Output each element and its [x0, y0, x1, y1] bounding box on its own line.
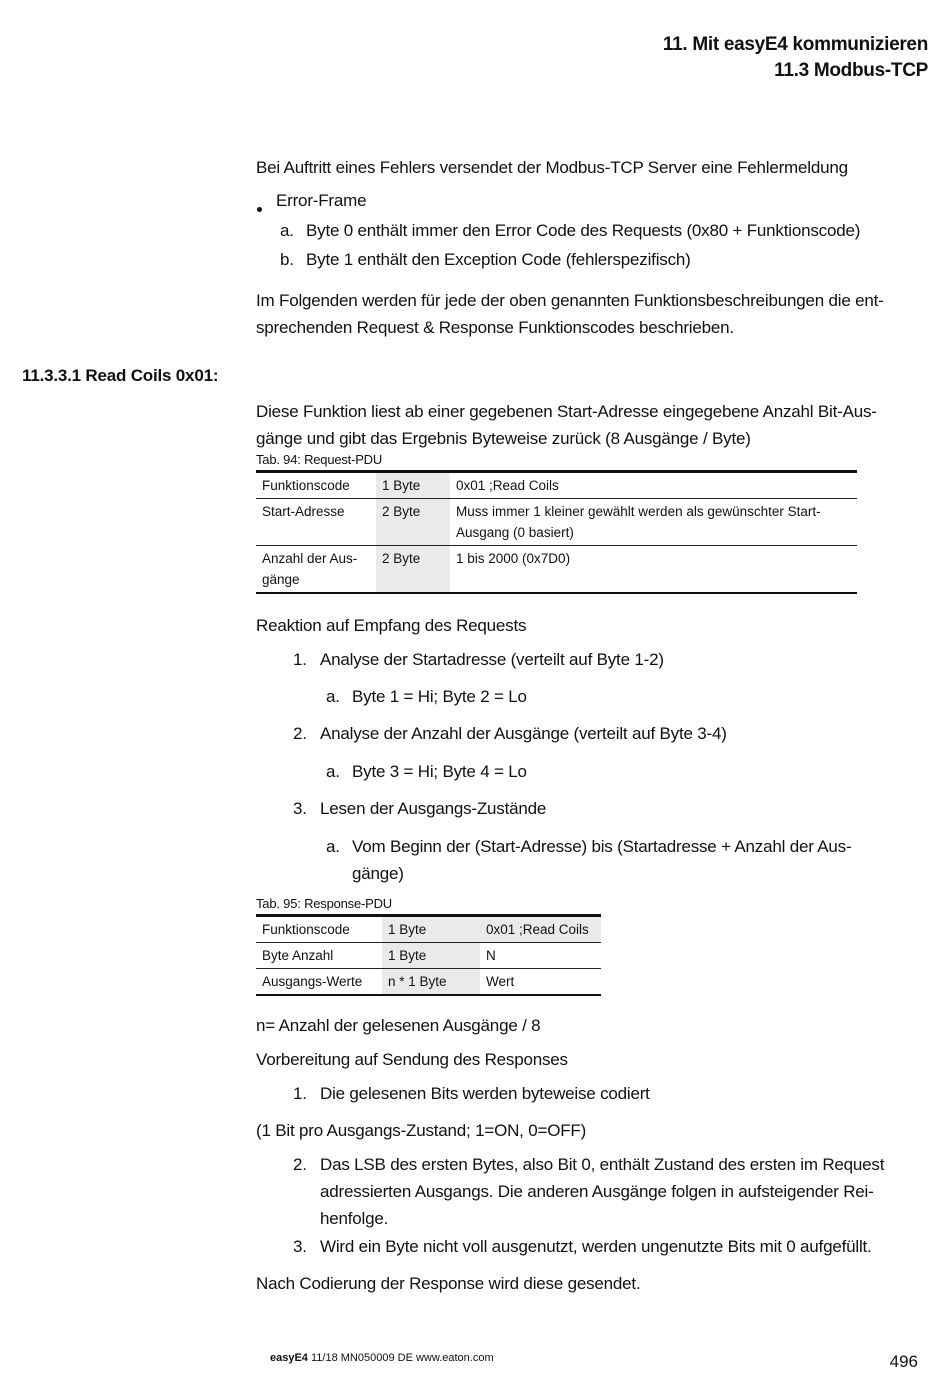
step-3a-marker: a.: [326, 837, 340, 856]
footer-url: www.eaton.com: [415, 1352, 494, 1364]
item-b-marker: b.: [280, 250, 294, 269]
step-2a-marker: a.: [326, 762, 340, 781]
cell-name: Start-Adresse: [262, 504, 345, 519]
footer-doc: 11/18 MN050009 DE: [311, 1352, 413, 1364]
send-step-3-marker: 3.: [293, 1237, 307, 1256]
item-b-text: Byte 1 enthält den Exception Code (fehlerspezifisch): [306, 250, 691, 269]
step-3-text: Lesen der Ausgangs-Zustände: [320, 799, 547, 818]
step-3a-text-line-1: Vom Beginn der (Start-Adresse) bis (Startadresse + Anzahl der Aus-: [352, 837, 852, 856]
send-step-1-text: Die gelesenen Bits werden byteweise codiert: [320, 1084, 650, 1103]
intro-para-line-1: Im Folgenden werden für jede der oben genannten Funktionsbeschreibungen die ent-: [256, 291, 884, 310]
table-row: [256, 499, 857, 546]
step-2a-text: Byte 3 = Hi; Byte 4 = Lo: [352, 762, 527, 781]
intro-para-line-2: sprechenden Request & Response Funktionscodes beschrieben.: [256, 318, 734, 337]
step-1a-text: Byte 1 = Hi; Byte 2 = Lo: [352, 687, 527, 706]
cell-desc: Wert: [486, 974, 515, 989]
cell-size: 1 Byte: [382, 916, 480, 943]
cell-desc: 1 bis 2000 (0x7D0): [456, 551, 571, 566]
footer-info: [270, 1352, 494, 1364]
send-step-2-line-3: henfolge.: [320, 1209, 389, 1228]
cell-name: Byte Anzahl: [262, 948, 334, 963]
step-1a-marker: a.: [326, 687, 340, 706]
footer-product: easyE4: [270, 1352, 308, 1364]
send-step-2-marker: 2.: [293, 1155, 307, 1174]
n-note: n= Anzahl der gelesenen Ausgänge / 8: [256, 1016, 541, 1035]
prep-line: Vorbereitung auf Sendung des Responses: [256, 1050, 568, 1069]
bit-note: (1 Bit pro Ausgangs-Zustand; 1=ON, 0=OFF): [256, 1121, 587, 1140]
bullet-text: Error-Frame: [276, 191, 367, 210]
cell-name: Ausgangs-Werte: [262, 974, 363, 989]
cell-size: 1 Byte: [376, 472, 450, 499]
cell-name: Funktionscode: [262, 478, 350, 493]
step-2-marker: 2.: [293, 724, 307, 743]
step-3a-text-line-2: gänge): [352, 864, 404, 883]
cell-desc: 0x01 ;Read Coils: [480, 916, 601, 943]
reaction-title: Reaktion auf Empfang des Requests: [256, 616, 527, 635]
item-a-text: Byte 0 enthält immer den Error Code des Requests (0x80 + Funktionscode): [306, 221, 861, 240]
cell-desc: N: [486, 948, 496, 963]
cell-name: Anzahl der Aus-gänge: [262, 551, 358, 587]
item-a-marker: a.: [280, 221, 294, 240]
send-step-2-line-1: Das LSB des ersten Bytes, also Bit 0, enthält Zustand des ersten im Request: [320, 1155, 885, 1174]
step-1-text: Analyse der Startadresse (verteilt auf Byte 1-2): [320, 650, 664, 669]
step-3-marker: 3.: [293, 799, 307, 818]
cell-size: n * 1 Byte: [382, 969, 480, 996]
step-1-marker: 1.: [293, 650, 307, 669]
cell-size: 2 Byte: [376, 499, 450, 546]
step-2-text: Analyse der Anzahl der Ausgänge (verteilt auf Byte 3-4): [320, 724, 727, 743]
desc-line-2: gänge und gibt das Ergebnis Byteweise zurück (8 Ausgänge / Byte): [256, 429, 751, 448]
page-number: 496: [889, 1352, 918, 1371]
final-line: Nach Codierung der Response wird diese gesendet.: [256, 1274, 641, 1293]
table-94-caption: Tab. 94: Request-PDU: [256, 452, 383, 467]
request-pdu-table: [256, 470, 857, 594]
cell-size: 2 Byte: [376, 546, 450, 594]
desc-line-1: Diese Funktion liest ab einer gegebenen Start-Adresse eingegebene Anzahl Bit-Aus-: [256, 402, 877, 421]
cell-name: Funktionscode: [262, 922, 350, 937]
table-row: [256, 969, 601, 996]
table-95-caption: Tab. 95: Response-PDU: [256, 896, 392, 911]
send-step-1-marker: 1.: [293, 1084, 307, 1103]
table-row: [256, 916, 601, 943]
intro-line: Bei Auftritt eines Fehlers versendet der Modbus-TCP Server eine Fehlermeldung: [256, 158, 848, 177]
section-title: 11.3.3.1 Read Coils 0x01:: [22, 366, 219, 385]
chapter-title: 11. Mit easyE4 kommunizieren: [662, 34, 928, 55]
response-pdu-table: [256, 914, 601, 996]
cell-desc: 0x01 ;Read Coils: [456, 478, 559, 493]
cell-desc: Muss immer 1 kleiner gewählt werden als gewünschter Start-Ausgang (0 basiert): [456, 504, 821, 540]
send-step-3-text: Wird ein Byte nicht voll ausgenutzt, werden ungenutzte Bits mit 0 aufgefüllt.: [320, 1237, 872, 1256]
table-row: [256, 546, 857, 594]
section-header: 11.3 Modbus-TCP: [774, 60, 928, 81]
cell-size: 1 Byte: [382, 943, 480, 969]
bullet-icon: [257, 199, 262, 217]
table-row: [256, 943, 601, 969]
send-step-2-line-2: adressierten Ausgangs. Die anderen Ausgänge folgen in aufsteigender Rei-: [320, 1182, 874, 1201]
table-row: [256, 472, 857, 499]
